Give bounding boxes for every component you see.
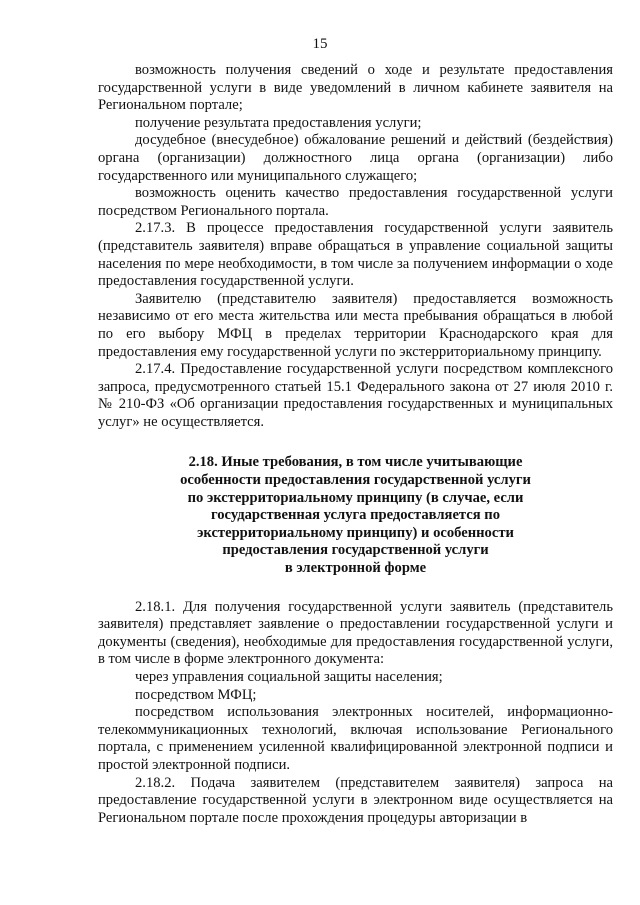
paragraph-notification-option: возможность получения сведений о ходе и результате предоставления государственной услуги в виде уведомлений в личном кабинете заявителя на Региональном портале; — [98, 62, 613, 114]
section-heading-2-18 — [98, 454, 613, 577]
paragraph-pretrial-appeal: досудебное (внесудебное) обжалование решений и действий (бездействия) органа (организации) должностного лица органа (организации) либо государственного или муниципального служащего; — [98, 132, 613, 184]
page-number: 15 — [312, 36, 328, 52]
paragraph-2-17-4: 2.17.4. Предоставление государственной услуги посредством комплексного запроса, предусмотренного статьей 15.1 Федерального закона от 27 июля 2010 г. № 210-ФЗ «Об организации предоставления государственных и муниципальных услуг» не осуществляется. — [98, 361, 613, 430]
heading-line: 2.18. Иные требования, в том числе учитывающие — [188, 454, 523, 471]
paragraph-2-18-2: 2.18.2. Подача заявителем (представителем заявителя) запроса на предоставление государственной услуги в электронном виде осуществляется на Региональном портале после прохождения процедуры авторизации в — [98, 774, 613, 826]
heading-line: государственная услуга предоставляется по — [211, 507, 500, 524]
heading-line: особенности предоставления государственной услуги — [180, 472, 531, 489]
paragraph-extraterritorial-mfc: Заявителю (представителю заявителя) предоставляется возможность независимо от его места жительства или места пребывания обращаться в любой по его выбору МФЦ в пределах территории Краснодарского края для предоставления ему государственной услуги по экстерриториальному принципу. — [98, 290, 613, 360]
heading-line: в электронной форме — [284, 560, 427, 577]
heading-line: по экстерриториальному принципу (в случае, если — [187, 489, 524, 506]
paragraph-2-17-3: 2.17.3. В процессе предоставления государственной услуги заявитель (представитель заявителя) вправе обращаться в управление социальной защиты населения по мере необходимости, в том числе за получением информации о ходе предоставления государственной услуги. — [98, 220, 613, 290]
paragraph-quality-assessment: возможность оценить качество предоставления государственной услуги посредством Регионального портала. — [98, 185, 613, 219]
paragraph-via-electronic-media: посредством использования электронных носителей, информационно-телекоммуникационных технологий, включая использование Регионального портала, с применением усиленной квалифицированной электронной подписи и простой электронной подписи. — [98, 704, 613, 773]
paragraph-2-18-1: 2.18.1. Для получения государственной услуги заявитель (представитель заявителя) представляет заявление о предоставлении государственной услуги и документы (сведения), необходимые для предоставления государственной услуги, в том числе в форме электронного документа: — [98, 598, 613, 668]
heading-line: экстерриториальному принципу) и особенности — [197, 524, 514, 541]
paragraph-receive-result: получение результата предоставления услуги; — [135, 114, 422, 131]
paragraph-via-social-protection: через управления социальной защиты населения; — [135, 669, 443, 685]
heading-line: предоставления государственной услуги — [222, 542, 489, 559]
paragraph-via-mfc: посредством МФЦ; — [135, 686, 257, 703]
document-body — [98, 62, 613, 827]
